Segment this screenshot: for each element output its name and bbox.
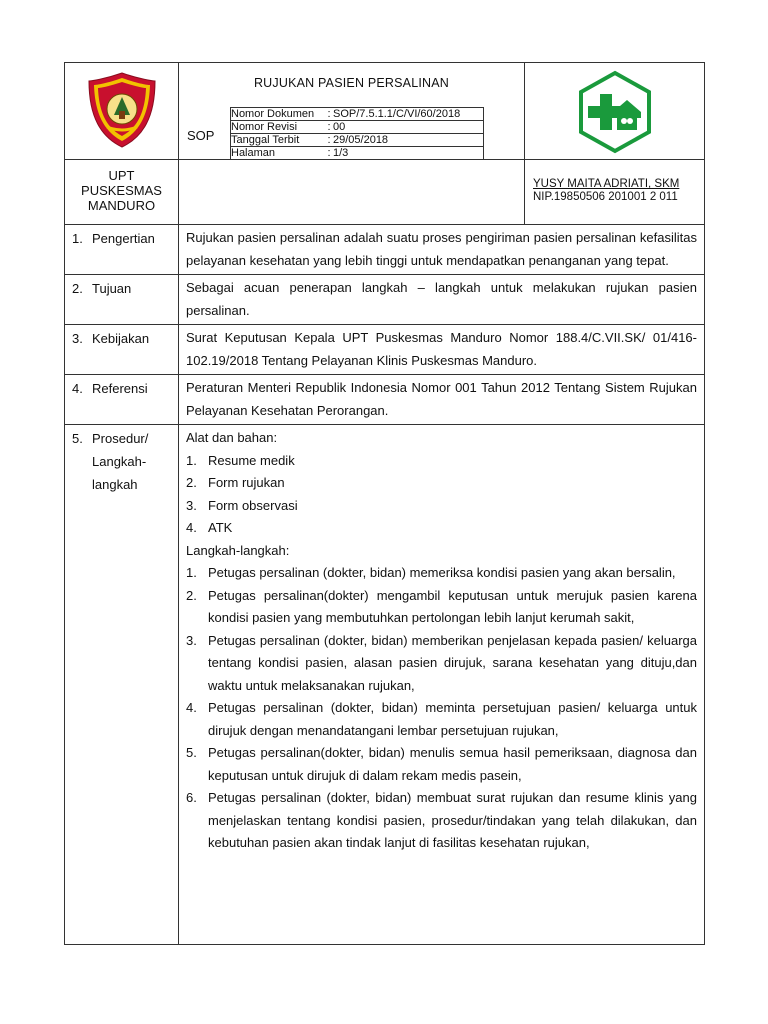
list-item: 2. Petugas persalinan(dokter) mengambil keputusan untuk merujuk pasien karena kondisi pasien yang membutuhkan pertolongan lebih lanjut kerumah sakit, [186, 587, 697, 625]
meta-row: Tanggal Terbit : 29/05/2018 [231, 134, 484, 147]
list-item: 1. Resume medik [186, 452, 295, 468]
meta-row: Halaman : 1/3 [231, 147, 484, 160]
puskesmas-logo-icon [573, 70, 657, 154]
section-row [65, 275, 705, 325]
list-item: 4. Petugas persalinan (dokter, bidan) meminta persetujuan pasien/ keluarga untuk dirujuk dengan menandatangani lembar persetujuan rujukan, [186, 700, 697, 738]
section-label: 1. Pengertian [65, 225, 179, 275]
section-row [65, 375, 705, 425]
puskesmas-logo-cell [525, 63, 705, 160]
title-cell [179, 63, 525, 160]
section-label: 4. Referensi [65, 375, 179, 425]
steps-heading: Langkah-langkah: [186, 542, 290, 558]
sop-table [64, 62, 705, 945]
materials-heading: Alat dan bahan: [186, 430, 278, 445]
materials-list [186, 450, 697, 540]
list-item: 4. ATK [186, 520, 233, 535]
blank-cell [179, 160, 525, 225]
regency-seal-icon [87, 71, 157, 149]
procedure-row [65, 425, 705, 945]
list-item: 5. Petugas persalinan(dokter, bidan) menulis semua hasil pemeriksaan, diagnosa dan keputusan untuk dirujuk di dalam rekam medis pasein, [186, 745, 697, 783]
regency-seal-cell [65, 63, 179, 160]
section-content: Sebagai acuan penerapan langkah – langkah untuk melakukan rujukan pasien persalinan. [179, 275, 705, 325]
steps-list [186, 562, 697, 855]
signatory-name: YUSY MAITA ADRIATI, SKM [533, 178, 680, 190]
org-line: PUSKESMAS [81, 183, 162, 198]
section-content: Surat Keputusan Kepala UPT Puskesmas Manduro Nomor 188.4/C.VII.SK/ 01/416-102.19/2018 Tentang Pelayanan Klinis Puskesmas Manduro. [179, 325, 705, 375]
section-label: 3. Kebijakan [65, 325, 179, 375]
document-title: RUJUKAN PASIEN PERSALINAN [253, 76, 450, 90]
meta-row: Nomor Dokumen : SOP/7.5.1.1/C/VI/60/2018 [231, 108, 484, 121]
organization-cell [65, 160, 179, 225]
sop-document [64, 62, 704, 945]
section-content: Rujukan pasien persalinan adalah suatu proses pengiriman pasien persalinan kefasilitas pelayanan kesehatan yang lebih tinggi untuk mendapatkan penanganan yang tepat. [179, 225, 705, 275]
document-meta-table [230, 107, 484, 160]
list-item: 3. Form observasi [186, 497, 298, 513]
list-item: 6. Petugas persalinan (dokter, bidan) membuat surat rujukan dan resume klinis yang menjelaskan tentang kondisi pasien, prosedur/tindakan yang telah dilakukan, dan kebutuhan pasien akan tindak lanjut di fasilitas kesehatan rujukan, [186, 790, 697, 850]
sop-label: SOP [187, 128, 215, 143]
org-line: UPT [108, 168, 135, 183]
signatory-nip: NIP.19850506 201001 2 011 [533, 191, 678, 203]
procedure-label: 5. Prosedur/ Langkah- langkah [65, 425, 179, 945]
list-item: 1. Petugas persalinan (dokter, bidan) memeriksa kondisi pasien yang akan bersalin, [186, 565, 676, 580]
list-item: 3. Petugas persalinan (dokter, bidan) memberikan penjelasan kepada pasien/ keluarga tentang kondisi pasien, alasan pasien dirujuk, sarana kesehatan yang dituju,dan waktu untuk melaksanakan rujukan, [186, 632, 697, 693]
signatory-cell [525, 160, 705, 225]
section-row [65, 325, 705, 375]
section-label: 2. Tujuan [65, 275, 179, 325]
meta-row: Nomor Revisi : 00 [231, 121, 484, 134]
procedure-content [179, 425, 705, 945]
section-content: Peraturan Menteri Republik Indonesia Nomor 001 Tahun 2012 Tentang Sistem Rujukan Pelayanan Kesehatan Perorangan. [179, 375, 705, 425]
list-item: 2. Form rujukan [186, 475, 285, 490]
org-line: MANDURO [87, 198, 156, 213]
section-row [65, 225, 705, 275]
